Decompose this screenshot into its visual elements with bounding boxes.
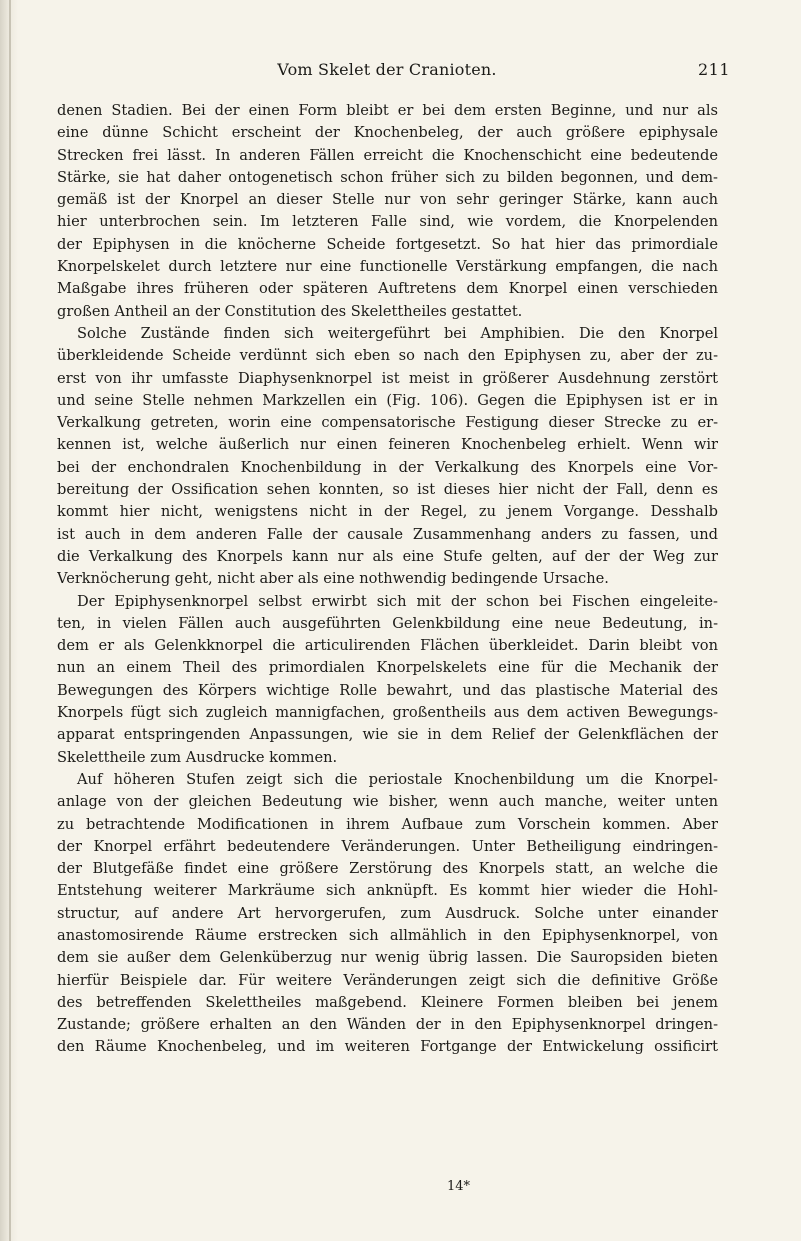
text-line: Knorpelskelet durch letztere nur eine functionelle Verstärkung empfangen, die nach [57, 258, 718, 276]
text-line: anastomosirende Räume erstrecken sich allmählich in den Epiphysenknorpel, von [57, 926, 718, 944]
text-line: structur, auf andere Art hervorgerufen, zum Ausdruck. Solche unter einander [57, 904, 718, 922]
body-text [57, 100, 718, 1059]
text-line: gemäß ist der Knorpel an dieser Stelle nur von sehr geringer Stärke, kann auch [57, 191, 718, 209]
text-line: Der Epiphysenknorpel selbst erwirbt sich mit der schon bei Fischen eingeleite- [77, 592, 718, 610]
text-line: Knorpels fügt sich zugleich mannigfachen, großentheils aus dem activen Bewegungs- [57, 704, 718, 722]
text-line: Solche Zustände finden sich weitergeführt bei Amphibien. Die den Knorpel [77, 324, 718, 342]
text-line: großen Antheil an der Constitution des Skelettheiles gestattet. [57, 302, 523, 320]
text-line: Zustande; größere erhalten an den Wänden der in den Epiphysenknorpel dringen- [57, 1016, 718, 1034]
text-line: zu betrachtende Modificationen in ihrem Aufbaue zum Vorschein kommen. Aber [57, 815, 718, 833]
text-line: überkleidende Scheide verdünnt sich eben so nach den Epiphysen zu, aber der zu- [57, 347, 718, 365]
text-line: der Knorpel erfährt bedeutendere Veränderungen. Unter Betheiligung eindringen- [57, 837, 718, 855]
text-line: eine dünne Schicht erscheint der Knochenbeleg, der auch größere epiphysale [57, 124, 718, 142]
text-line: Entstehung weiterer Markräume sich anknüpft. Es kommt hier wieder die Hohl- [57, 882, 718, 900]
text-line: nun an einem Theil des primordialen Knorpelskelets eine für die Mechanik der [57, 659, 718, 677]
text-line: apparat entspringenden Anpassungen, wie sie in dem Relief der Gelenkflächen der [57, 726, 718, 744]
text-line: ist auch in dem anderen Falle der causale Zusammenhang anders zu fassen, und [57, 525, 718, 543]
text-line: ten, in vielen Fällen auch ausgeführten Gelenkbildung eine neue Bedeutung, in- [57, 614, 718, 632]
text-line: Strecken frei lässt. In anderen Fällen erreicht die Knochenschicht eine bedeutende [57, 146, 718, 164]
text-line: kommt hier nicht, wenigstens nicht in der Regel, zu jenem Vorgange. Desshalb [57, 503, 718, 521]
text-line: bereitung der Ossification sehen konnten, so ist dieses hier nicht der Fall, denn es [57, 481, 718, 499]
text-line: hierfür Beispiele dar. Für weitere Veränderungen zeigt sich die definitive Größe [57, 971, 718, 989]
text-line: dem sie außer dem Gelenküberzug nur wenig übrig lassen. Die Sauropsiden bieten [57, 949, 718, 967]
text-line: bei der enchondralen Knochenbildung in der Verkalkung des Knorpels eine Vor- [57, 458, 718, 476]
text-line: die Verkalkung des Knorpels kann nur als eine Stufe gelten, auf der der Weg zur [57, 547, 718, 565]
text-line: des betreffenden Skelettheiles maßgebend. Kleinere Formen bleiben bei jenem [57, 993, 718, 1011]
binding-edge [9, 0, 11, 1241]
text-line: Bewegungen des Körpers wichtige Rolle bewahrt, und das plastische Material des [57, 681, 718, 699]
text-line: Maßgabe ihres früheren oder späteren Auftretens dem Knorpel einen verschieden [57, 280, 718, 298]
page-gutter-shadow [0, 0, 18, 1241]
running-title: Vom Skelet der Cranioten. [277, 60, 497, 79]
text-line: Verknöcherung geht, nicht aber als eine nothwendig bedingende Ursache. [57, 570, 609, 588]
text-line: dem er als Gelenkknorpel die articulirenden Flächen überkleidet. Darin bleibt von [57, 637, 718, 655]
text-line: den Räume Knochenbeleg, und im weiteren Fortgange der Entwickelung ossificirt [57, 1038, 718, 1056]
signature-mark: 14* [447, 1179, 471, 1194]
text-line: Verkalkung getreten, worin eine compensatorische Festigung dieser Strecke zu er- [57, 414, 718, 432]
page-number: 211 [697, 60, 730, 79]
text-line: anlage von der gleichen Bedeutung wie bisher, wenn auch manche, weiter unten [57, 793, 718, 811]
text-line: der Epiphysen in die knöcherne Scheide fortgesetzt. So hat hier das primordiale [57, 235, 718, 253]
text-line: Skelettheile zum Ausdrucke kommen. [57, 748, 338, 766]
text-line: kennen ist, welche äußerlich nur einen feineren Knochenbeleg erhielt. Wenn wir [57, 436, 718, 454]
text-line: Auf höheren Stufen zeigt sich die periostale Knochenbildung um die Knorpel- [77, 770, 718, 788]
text-line: erst von ihr umfasste Diaphysenknorpel ist meist in größerer Ausdehnung zerstört [57, 369, 718, 387]
text-line: Stärke, sie hat daher ontogenetisch schon früher sich zu bilden begonnen, und dem- [57, 168, 718, 186]
page-header [44, 60, 730, 92]
text-line: und seine Stelle nehmen Markzellen ein (Fig. 106). Gegen die Epiphysen ist er in [57, 391, 718, 409]
text-line: denen Stadien. Bei der einen Form bleibt er bei dem ersten Beginne, und nur als [57, 102, 718, 119]
text-line: hier unterbrochen sein. Im letzteren Falle sind, wie vordem, die Knorpelenden [57, 213, 718, 231]
text-line: der Blutgefäße findet eine größere Zerstörung des Knorpels statt, an welche die [57, 860, 718, 878]
